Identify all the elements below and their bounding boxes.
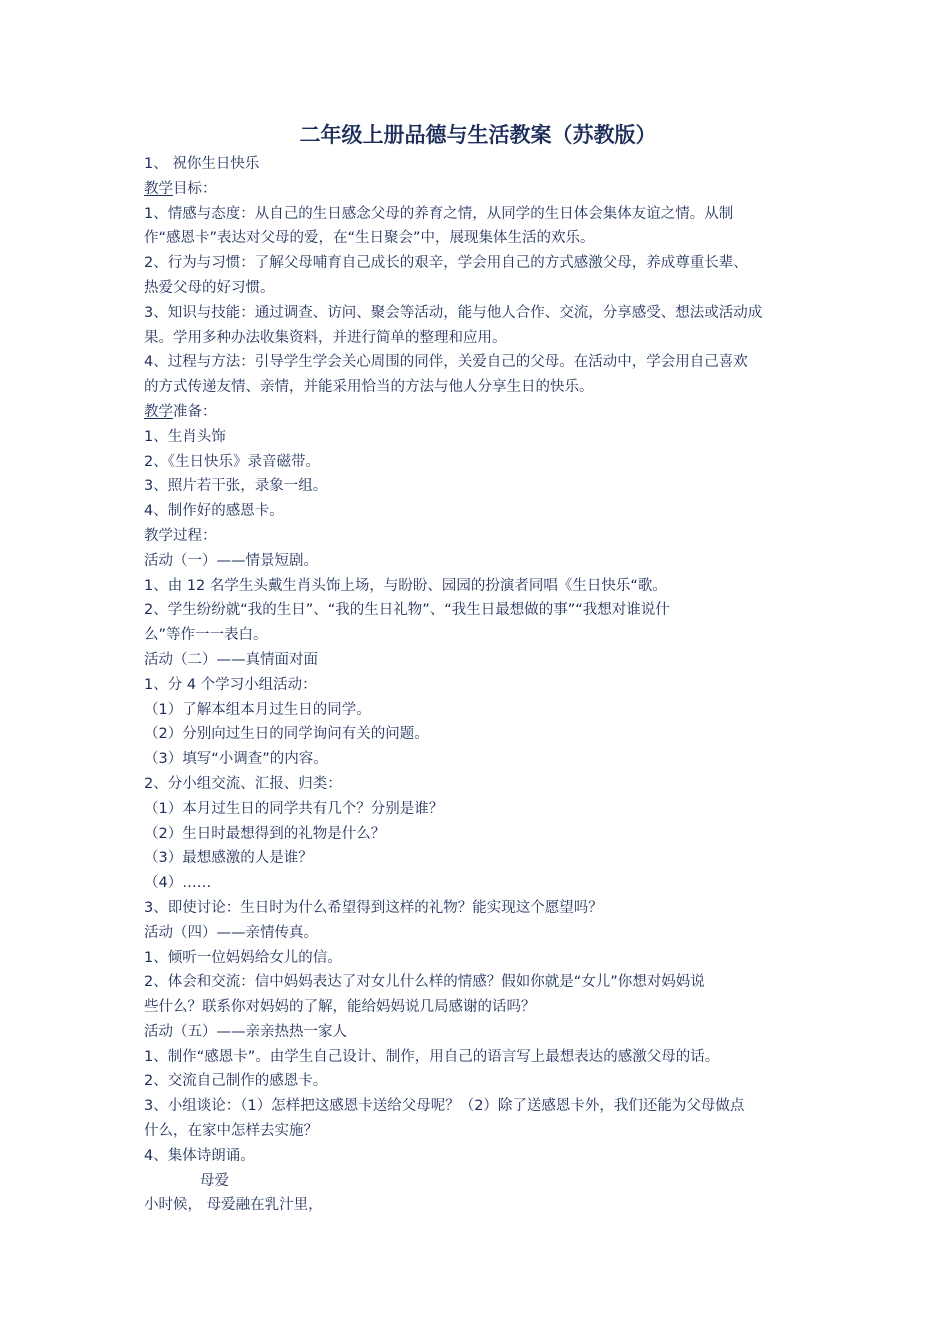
text-line: （1）本月过生日的同学共有几个？分别是谁？ — [144, 800, 444, 817]
text-line: 4、制作好的感恩卡。 — [144, 503, 284, 520]
goals-heading-underlined: 教学 — [144, 180, 173, 197]
text-line: 1、分 4 个学习小组活动： — [144, 676, 317, 693]
text-line: 教学过程： — [144, 527, 217, 544]
text-line: 2、学生纷纷就“我的生日”、“我的生日礼物”、“我生日最想做的事”“我想对谁说什 — [144, 602, 670, 619]
text-line: 3、小组谈论：（1）怎样把这感恩卡送给父母呢？（2）除了送感恩卡外，我们还能为父母做点 — [144, 1098, 745, 1115]
goals-heading — [144, 177, 812, 202]
goals-heading-rest: 目标： — [173, 180, 217, 197]
text-line: 么”等作一一表白。 — [144, 627, 268, 644]
document-title: 二年级上册品德与生活教案（苏教版） — [299, 123, 657, 147]
text-line: 2、体会和交流：信中妈妈表达了对女儿什么样的情感？假如你就是“女儿”你想对妈妈说 — [144, 974, 705, 991]
text-line: 2、交流自己制作的感恩卡。 — [144, 1073, 328, 1090]
lesson-heading: 1、 祝你生日快乐 — [144, 156, 260, 172]
text-line: 活动（二）——真情面对面 — [144, 651, 318, 668]
text-line: （2）分别向过生日的同学询问有关的问题。 — [144, 726, 429, 743]
text-line: 活动（四）——亲情传真。 — [144, 924, 318, 941]
prep-heading-underlined: 教学 — [144, 403, 173, 420]
text-line: （3）填写“小调查”的内容。 — [144, 751, 328, 768]
text-line: 活动（五）——亲亲热热一家人 — [144, 1023, 347, 1040]
text-line: 作“感恩卡”表达对父母的爱，在“生日聚会”中，展现集体生活的欢乐。 — [144, 230, 595, 247]
text-line: 1、倾听一位妈妈给女儿的信。 — [144, 949, 342, 966]
text-line: 什么，在家中怎样去实施？ — [144, 1123, 318, 1140]
document-body — [144, 118, 812, 1218]
text-line: 活动（一）——情景短剧。 — [144, 552, 318, 569]
goals-list — [144, 202, 812, 400]
prep-list — [144, 425, 812, 524]
text-line: 2、行为与习惯：了解父母哺育自己成长的艰辛，学会用自己的方式感激父母，养成尊重长辈、 — [144, 255, 748, 272]
poem-lines — [144, 1193, 812, 1218]
text-line: 4、过程与方法：引导学生学会关心周围的同伴，关爱自己的父母。在活动中，学会用自己喜欢 — [144, 354, 748, 371]
text-line: 的方式传递友情、亲情，并能采用恰当的方法与他人分享生日的快乐。 — [144, 379, 594, 396]
text-line: （1）了解本组本月过生日的同学。 — [144, 701, 371, 718]
text-line: （2）生日时最想得到的礼物是什么？ — [144, 825, 386, 842]
text-line: 3、照片若干张，录象一组。 — [144, 478, 328, 495]
text-line: 3、知识与技能：通过调查、访问、聚会等活动，能与他人合作、交流，分享感受、想法或活动成 — [144, 304, 763, 321]
poem-title: 母爱 — [200, 1172, 229, 1189]
text-line: 1、由 12 名学生头戴生肖头饰上场，与盼盼、园园的扮演者同唱《生日快乐“歌。 — [144, 577, 667, 594]
text-line: 热爱父母的好习惯。 — [144, 279, 275, 296]
text-line: 小时候， 母爱融在乳汁里， — [144, 1197, 323, 1214]
text-line: 果。学用多种办法收集资料，并进行简单的整理和应用。 — [144, 329, 507, 346]
text-line: 1、制作“感恩卡”。由学生自己设计、制作，用自己的语言写上最想表达的感激父母的话。 — [144, 1048, 720, 1065]
prep-heading — [144, 400, 812, 425]
prep-heading-rest: 准备： — [173, 403, 217, 420]
text-line: （3）最想感激的人是谁？ — [144, 850, 313, 867]
text-line: （4）…… — [144, 875, 212, 892]
text-line: 些什么？联系你对妈妈的了解，能给妈妈说几局感谢的话吗？ — [144, 999, 536, 1016]
text-line: 1、生肖头饰 — [144, 428, 226, 445]
text-line: 4、集体诗朗诵。 — [144, 1147, 255, 1164]
process-list — [144, 524, 812, 1169]
text-line: 2、《生日快乐》录音磁带。 — [144, 453, 320, 470]
text-line: 2、分小组交流、汇报、归类： — [144, 775, 342, 792]
text-line: 3、即使讨论：生日时为什么希望得到这样的礼物？能实现这个愿望吗？ — [144, 899, 603, 916]
text-line: 1、情感与态度：从自己的生日感念父母的养育之情，从同学的生日体会集体友谊之情。从制 — [144, 205, 734, 222]
